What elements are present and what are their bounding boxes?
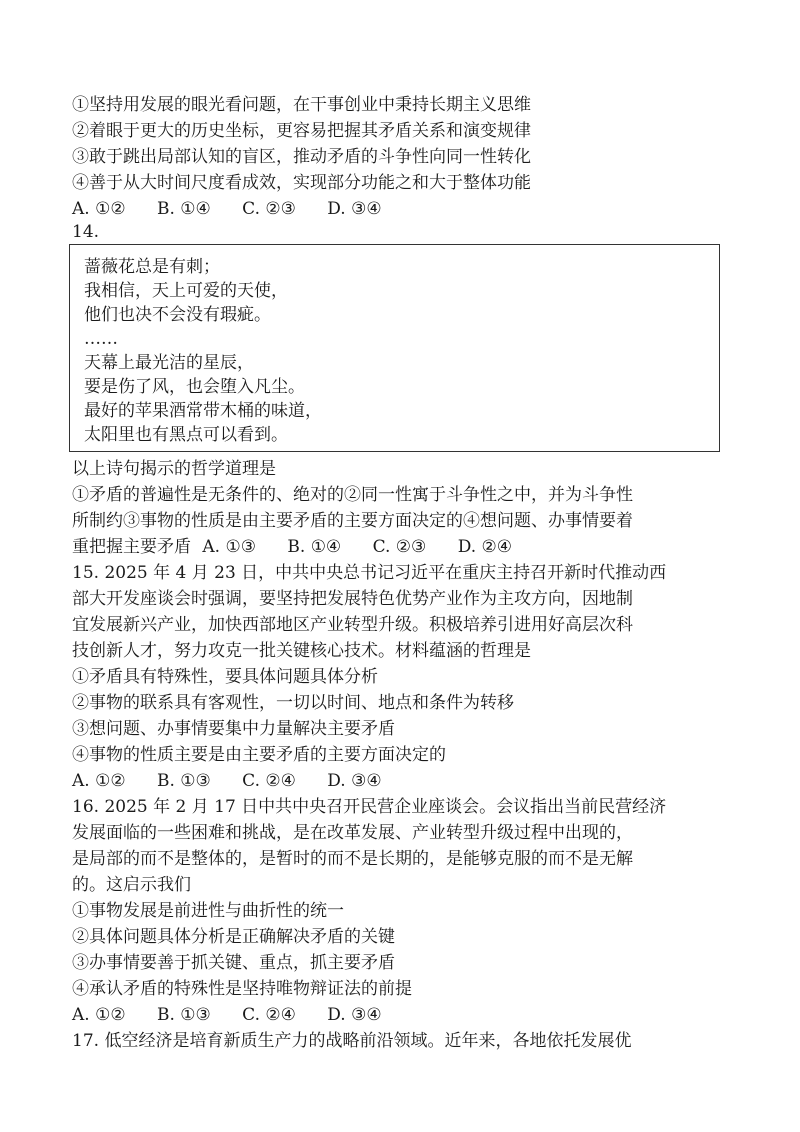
- poem-ellipsis: ……: [84, 329, 118, 349]
- q15-option-d: D. ③④: [327, 771, 382, 791]
- q16-item-2: ②具体问题具体分析是正确解决矛盾的关键: [72, 927, 395, 947]
- q16-stem-1: 16. 2025 年 2 月 17 日中共中央召开民营企业座谈会。会议指出当前民营经济: [72, 797, 667, 817]
- poem-line-6: 最好的苹果酒常带木桶的味道，: [84, 401, 322, 421]
- poem-line-3: 他们也决不会没有瑕疵。: [84, 305, 271, 325]
- q16-stem-4: 的。这启示我们: [72, 875, 191, 895]
- poem-line-4: 天幕上最光洁的星辰，: [84, 353, 254, 373]
- q16-item-1: ①事物发展是前进性与曲折性的统一: [72, 901, 344, 921]
- q13-item-3: ③敢于跳出局部认知的盲区，推动矛盾的斗争性向同一性转化: [72, 147, 531, 167]
- q16-option-b: B. ①③: [156, 1005, 211, 1025]
- q16-option-a: A. ①②: [72, 1005, 126, 1025]
- q14-last-line: [72, 535, 512, 559]
- q14-poem-box: [69, 244, 720, 452]
- q14-last-text: 重把握主要矛盾: [72, 537, 191, 557]
- poem-line-2: 我相信，天上可爱的天使，: [84, 281, 288, 301]
- q15-item-2: ②事物的联系具有客观性，一切以时间、地点和条件为转移: [72, 693, 514, 713]
- q15-stem-2: 部大开发座谈会时强调，要坚持把发展特色优势产业作为主攻方向，因地制: [72, 589, 633, 609]
- q15-item-3: ③想问题、办事情要集中力量解决主要矛盾: [72, 719, 395, 739]
- q16-option-d: D. ③④: [327, 1005, 382, 1025]
- q15-option-c: C. ②④: [242, 771, 296, 791]
- q15-stem-4: 技创新人才，努力攻克一批关键核心技术。材料蕴涵的哲理是: [72, 641, 531, 661]
- q16-option-c: C. ②④: [242, 1005, 296, 1025]
- q16-item-3: ③办事情要善于抓关键、重点，抓主要矛盾: [72, 953, 395, 973]
- q13-options: [72, 197, 382, 221]
- q13-option-a: A. ①②: [72, 199, 126, 219]
- q16-stem-3: 是局部的而不是整体的，是暂时的而不是长期的，是能够克服的而不是无解: [72, 849, 633, 869]
- q14-option-c: C. ②③: [372, 537, 427, 557]
- q14-line-1: ①矛盾的普遍性是无条件的、绝对的②同一性寓于斗争性之中，并为斗争性: [72, 485, 633, 505]
- q16-stem-2: 发展面临的一些困难和挑战，是在改革发展、产业转型升级过程中出现的，: [72, 823, 633, 843]
- q15-stem-1: 15. 2025 年 4 月 23 日，中共中央总书记习近平在重庆主持召开新时代推动西: [72, 563, 667, 583]
- q13-item-4: ④善于从大时间尺度看成效，实现部分功能之和大于整体功能: [72, 173, 531, 193]
- q15-item-4: ④事物的性质主要是由主要矛盾的主要方面决定的: [72, 745, 446, 765]
- q14-option-d: D. ②④: [457, 537, 512, 557]
- q14-option-b: B. ①④: [287, 537, 342, 557]
- q13-item-1: ①坚持用发展的眼光看问题，在干事创业中秉持长期主义思维: [72, 95, 531, 115]
- poem-line-1: 蔷薇花总是有刺；: [84, 257, 220, 277]
- q13-option-c: C. ②③: [242, 199, 296, 219]
- q13-option-b: B. ①④: [156, 199, 211, 219]
- q15-options: [72, 769, 382, 793]
- poem-line-7: 太阳里也有黑点可以看到。: [84, 425, 288, 445]
- q13-option-d: D. ③④: [327, 199, 382, 219]
- q15-stem-3: 宜发展新兴产业，加快西部地区产业转型升级。积极培养引进用好高层次科: [72, 615, 633, 635]
- q13-item-2: ②着眼于更大的历史坐标，更容易把握其矛盾关系和演变规律: [72, 121, 531, 141]
- q15-option-a: A. ①②: [72, 771, 126, 791]
- q14-option-a: A. ①③: [202, 537, 256, 557]
- q15-item-1: ①矛盾具有特殊性，要具体问题具体分析: [72, 667, 378, 687]
- q16-item-4: ④承认矛盾的特殊性是坚持唯物辩证法的前提: [72, 979, 412, 999]
- q14-line-2: 所制约③事物的性质是由主要矛盾的主要方面决定的④想问题、办事情要着: [72, 511, 633, 531]
- q16-options: [72, 1003, 382, 1027]
- q14-stem: 以上诗句揭示的哲学道理是: [72, 459, 276, 479]
- q15-option-b: B. ①③: [156, 771, 211, 791]
- poem-line-5: 要是伤了风，也会堕入凡尘。: [84, 377, 305, 397]
- q17-stem-1: 17. 低空经济是培育新质生产力的战略前沿领域。近年来，各地依托发展优: [72, 1031, 632, 1051]
- q14-number: 14.: [72, 222, 100, 242]
